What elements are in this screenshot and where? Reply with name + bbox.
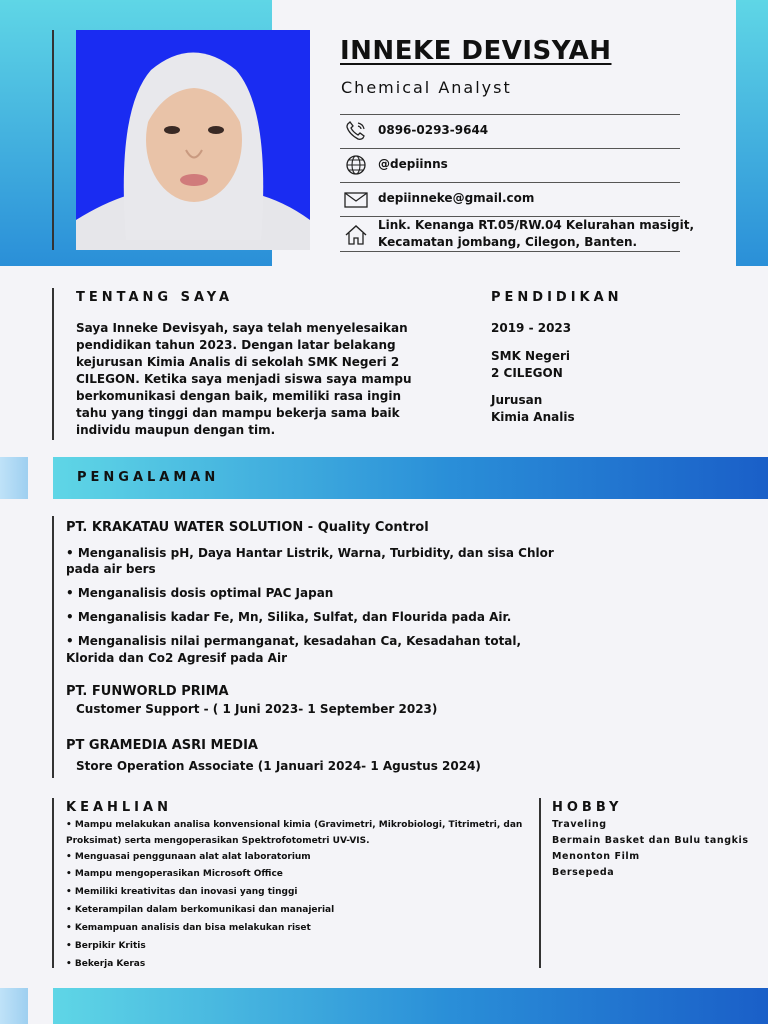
education-school-line: 2 CILEGON [491, 366, 563, 380]
job1-item: pada air bers [66, 562, 156, 576]
hobby-item: Traveling [552, 819, 607, 830]
skill-item: • Mampu mengoperasikan Microsoft Office [66, 869, 283, 879]
skill-item: • Memiliki kreativitas dan inovasi yang tinggi [66, 887, 298, 897]
skill-item: • Kemampuan analisis dan bisa melakukan riset [66, 923, 311, 933]
contact-divider [340, 114, 680, 115]
contact-address-line1: Link. Kenanga RT.05/RW.04 Kelurahan masigit, [378, 218, 695, 232]
skills-heading: KEAHLIAN [66, 800, 172, 815]
about-text [76, 320, 412, 439]
phone-icon [344, 120, 368, 142]
skill-item: • Keterampilan dalam berkomunikasi dan manajerial [66, 905, 335, 915]
globe-icon [344, 154, 368, 176]
hobby-heading: HOBBY [552, 800, 623, 815]
contact-address-line2: Kecamatan jombang, Cilegon, Banten. [378, 235, 638, 249]
contact-divider [340, 251, 680, 252]
about-line: CILEGON. Ketika saya menjadi siswa saya mampu [76, 372, 412, 386]
experience-banner-tab [0, 457, 28, 499]
education-major-line: Kimia Analis [491, 410, 575, 424]
education-heading: PENDIDIKAN [491, 290, 623, 305]
about-line: berkomunikasi dengan baik, memiliki rasa ingin [76, 389, 402, 403]
education-major [491, 392, 575, 426]
resume-name: INNEKE DEVISYAH [340, 36, 612, 66]
about-line: kejurusan Kimia Analis di sekolah SMK Negeri 2 [76, 355, 400, 369]
home-icon [344, 224, 368, 246]
job-title: Chemical Analyst [341, 78, 512, 97]
hobby-item: Bermain Basket dan Bulu tangkis [552, 835, 749, 846]
job1-item: • Menganalisis dosis optimal PAC Japan [66, 586, 334, 600]
about-divider [52, 288, 54, 440]
education-school-line: SMK Negeri [491, 349, 571, 363]
skill-item: • Berpikir Kritis [66, 941, 146, 951]
education-major-line: Jurusan [491, 393, 543, 407]
about-heading: TENTANG SAYA [76, 290, 234, 305]
job1-item: • Menganalisis kadar Fe, Mn, Silika, Sulfat, dan Flourida pada Air. [66, 610, 512, 624]
hobby-divider [539, 798, 541, 968]
experience-heading: PENGALAMAN [77, 470, 220, 485]
education-school [491, 348, 570, 382]
skill-item: • Mampu melakukan analisa konvensional kimia (Gravimetri, Mikrobiologi, Titrimetri, dan [66, 820, 523, 830]
header-divider [52, 30, 54, 250]
skill-item: • Menguasai penggunaan alat alat laboratorium [66, 852, 311, 862]
contact-social: @depiinns [378, 157, 448, 171]
job2-role: Customer Support - ( 1 Juni 2023- 1 September 2023) [76, 702, 438, 716]
job3-role: Store Operation Associate (1 Januari 2024- 1 Agustus 2024) [76, 759, 481, 773]
about-line: individu maupun dengan tim. [76, 423, 276, 437]
about-line: tahu yang tinggi dan mampu bekerja sama baik [76, 406, 400, 420]
experience-divider [52, 516, 54, 778]
header-accent-right [736, 0, 768, 266]
skill-item: • Bekerja Keras [66, 959, 146, 969]
footer-banner-tab [0, 988, 28, 1024]
skill-item: Proksimat) serta mengoperasikan Spektrofotometri UV-VIS. [66, 836, 370, 846]
profile-photo [76, 30, 310, 250]
skills-divider [52, 798, 54, 968]
job1-item: • Menganalisis pH, Daya Hantar Listrik, Warna, Turbidity, dan sisa Chlor [66, 546, 554, 560]
job1-item: • Menganalisis nilai permanganat, kesadahan Ca, Kesadahan total, [66, 634, 522, 648]
job3-title: PT GRAMEDIA ASRI MEDIA [66, 738, 258, 753]
hobby-item: Bersepeda [552, 867, 615, 878]
education-years: 2019 - 2023 [491, 321, 572, 335]
footer-banner [53, 988, 768, 1024]
job2-title: PT. FUNWORLD PRIMA [66, 684, 229, 699]
contact-phone: 0896-0293-9644 [378, 123, 489, 137]
about-line: Saya Inneke Devisyah, saya telah menyelesaikan [76, 321, 408, 335]
hobby-item: Menonton Film [552, 851, 640, 862]
job1-item: Klorida dan Co2 Agresif pada Air [66, 651, 287, 665]
job1-title: PT. KRAKATAU WATER SOLUTION - Quality Control [66, 520, 429, 535]
about-line: pendidikan tahun 2023. Dengan latar belakang [76, 338, 396, 352]
contact-divider [340, 148, 680, 149]
mail-icon [344, 189, 368, 211]
contact-email: depiinneke@gmail.com [378, 191, 535, 205]
contact-divider [340, 182, 680, 183]
